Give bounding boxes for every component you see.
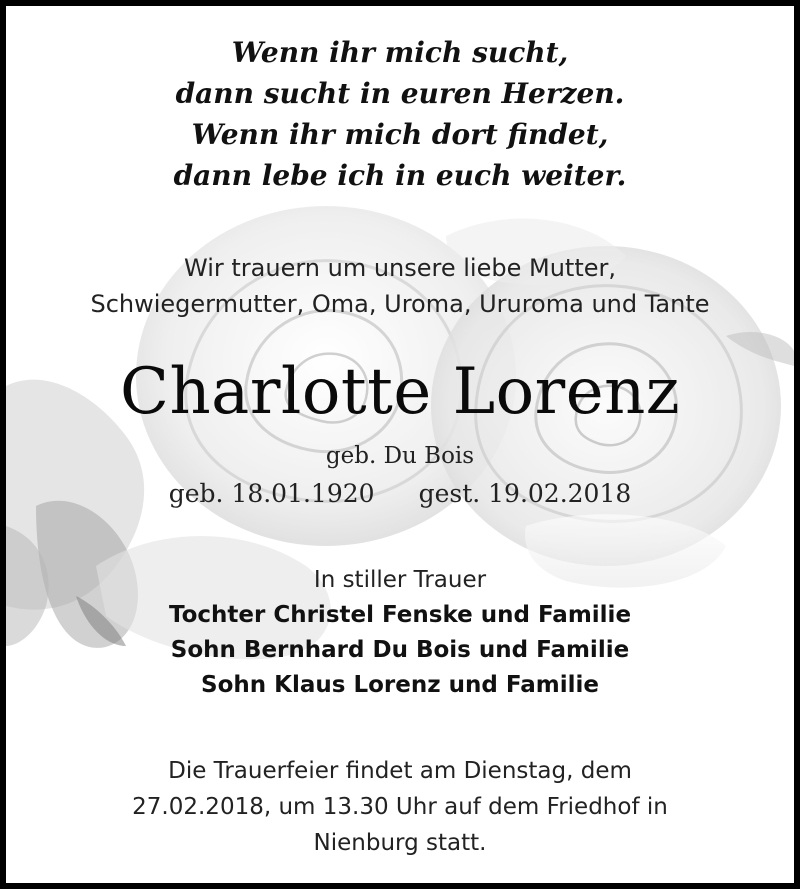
mourner-family: Sohn Klaus Lorenz und Familie xyxy=(201,672,599,698)
verse-line-4: dann lebe ich in euch weiter. xyxy=(173,159,627,192)
memorial-verse xyxy=(6,32,794,196)
service-line-2: 27.02.2018, um 13.30 Uhr auf dem Friedhof in xyxy=(132,794,668,820)
birth-date: geb. 18.01.1920 xyxy=(168,479,375,508)
intro-text xyxy=(6,250,794,322)
obituary-content xyxy=(6,6,794,883)
funeral-service-info xyxy=(6,753,794,861)
intro-line-2: Schwiegermutter, Oma, Uroma, Ururoma und Tante xyxy=(90,290,710,318)
service-line-1: Die Trauerfeier findet am Dienstag, dem xyxy=(168,758,632,784)
mourners-title: In stiller Trauer xyxy=(313,567,487,593)
verse-line-2: dann sucht in euren Herzen. xyxy=(175,77,625,110)
death-date: gest. 19.02.2018 xyxy=(418,479,632,508)
service-line-3: Nienburg statt. xyxy=(313,830,487,856)
verse-line-1: Wenn ihr mich sucht, xyxy=(231,36,569,69)
mourner-family: Sohn Bernhard Du Bois und Familie xyxy=(170,637,630,663)
birth-name: geb. Du Bois xyxy=(325,443,475,469)
mourners-block xyxy=(6,562,794,703)
life-dates xyxy=(6,476,794,512)
intro-line-1: Wir trauern um unsere liebe Mutter, xyxy=(184,254,616,282)
deceased-name: Charlotte Lorenz xyxy=(119,355,681,429)
verse-line-3: Wenn ihr mich dort findet, xyxy=(191,118,609,151)
mourner-family: Tochter Christel Fenske und Familie xyxy=(168,602,632,628)
